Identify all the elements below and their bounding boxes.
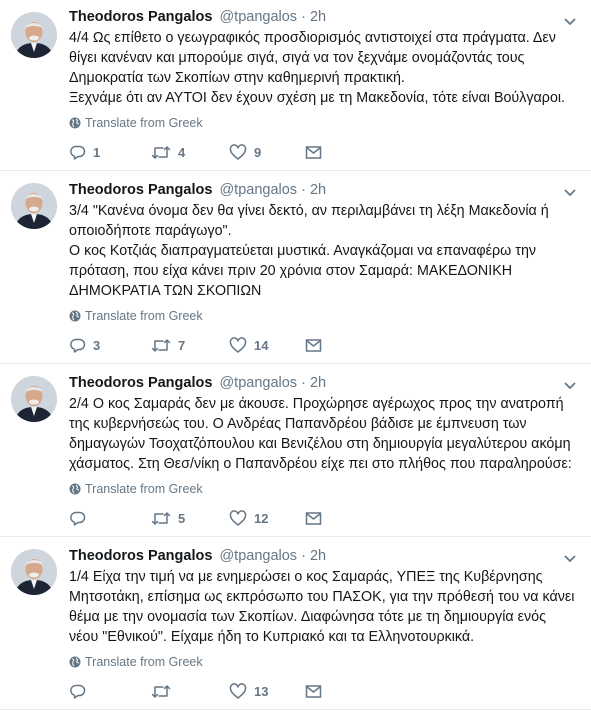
chevron-down-icon[interactable] xyxy=(563,551,577,561)
timestamp[interactable]: 2h xyxy=(309,9,327,25)
tweet-actions xyxy=(69,681,579,701)
author-handle[interactable]: @tpangalos xyxy=(219,375,298,391)
direct-message-button[interactable] xyxy=(305,337,322,354)
reply-count: 1 xyxy=(93,144,101,160)
author-name[interactable]: Theodoros Pangalos xyxy=(69,375,213,391)
author-name[interactable]: Theodoros Pangalos xyxy=(69,548,213,564)
chevron-down-icon[interactable] xyxy=(563,378,577,388)
tweet-text xyxy=(69,201,579,301)
direct-message-button[interactable] xyxy=(305,683,322,700)
separator-dot: · xyxy=(301,375,306,391)
like-icon xyxy=(229,683,247,700)
tweet[interactable] xyxy=(0,171,591,364)
translate-label: Translate from Greek xyxy=(85,309,203,323)
retweet-button[interactable] xyxy=(151,144,229,161)
direct-message-button[interactable] xyxy=(305,144,322,161)
translate-link[interactable] xyxy=(69,307,579,325)
tweet-header xyxy=(69,8,579,27)
tweet-actions xyxy=(69,142,579,162)
like-icon xyxy=(229,144,247,161)
message-icon xyxy=(305,337,322,354)
avatar[interactable] xyxy=(11,12,57,58)
reply-button[interactable] xyxy=(69,510,151,527)
globe-icon xyxy=(69,656,81,668)
translate-link[interactable] xyxy=(69,653,579,671)
tweet-header xyxy=(69,547,579,566)
tweet-text xyxy=(69,28,579,108)
tweet-paragraph: Ξεχνάμε ότι αν ΑΥΤΟΙ δεν έχουν σχέση με τη Μακεδονία, τότε είναι Βούλγαροι. xyxy=(69,90,566,106)
like-count: 13 xyxy=(254,683,269,699)
retweet-button[interactable] xyxy=(151,683,229,700)
author-handle[interactable]: @tpangalos xyxy=(219,548,298,564)
avatar[interactable] xyxy=(11,376,57,422)
retweet-button[interactable] xyxy=(151,510,229,527)
timestamp[interactable]: 2h xyxy=(309,548,327,564)
author-name[interactable]: Theodoros Pangalos xyxy=(69,9,213,25)
author-handle[interactable]: @tpangalos xyxy=(219,9,298,25)
message-icon xyxy=(305,683,322,700)
message-icon xyxy=(305,144,322,161)
tweet[interactable] xyxy=(0,537,591,710)
globe-icon xyxy=(69,117,81,129)
retweet-icon xyxy=(151,510,171,527)
tweet-paragraph: 4/4 Ως επίθετο ο γεωγραφικός προσδιορισμός αντιστοιχεί στα πράγματα. Δεν θίγει κανέναν και μπορούμε σιγά, σιγά να τον ξεχνάμε ονομάζοντάς τους Δημοκρατία των Σκοπίων στην καθημερινή πρακτική. xyxy=(69,30,556,86)
tweet-paragraph: 2/4 Ο κος Σαμαράς δεν με άκουσε. Προχώρησε αγέρωχος προς την ανατροπή της κυβερνήσεώς του. Ο Ανδρέας Παπανδρέου βάδισε με έμπνευση των δημαγωγών Τσοχατζόπουλου και Βενιζέλου στη δημιουργία μεγαλύτερου ακόμη χάσματος. Στη Θεσ/νίκη ο Παπανδρέου είχε πει στο πλήθος που παραληρούσε: xyxy=(69,396,572,472)
tweet[interactable] xyxy=(0,364,591,537)
retweet-count: 4 xyxy=(178,144,186,160)
retweet-count: 5 xyxy=(178,510,186,526)
reply-button[interactable] xyxy=(69,337,151,354)
tweet-paragraph: 3/4 "Κανένα όνομα δεν θα γίνει δεκτό, αν περιλαμβάνει τη λέξη Μακεδονία ή οποιοδήποτε παράγωγο". xyxy=(69,203,549,239)
avatar[interactable] xyxy=(11,183,57,229)
tweet-header xyxy=(69,374,579,393)
like-button[interactable] xyxy=(229,510,305,527)
reply-icon xyxy=(69,337,86,354)
retweet-count: 7 xyxy=(178,337,186,353)
reply-icon xyxy=(69,683,86,700)
like-button[interactable] xyxy=(229,144,305,161)
tweet-actions xyxy=(69,508,579,528)
author-name[interactable]: Theodoros Pangalos xyxy=(69,182,213,198)
globe-icon xyxy=(69,483,81,495)
globe-icon xyxy=(69,310,81,322)
tweet-text xyxy=(69,567,579,647)
reply-count: 3 xyxy=(93,337,101,353)
reply-icon xyxy=(69,144,86,161)
timestamp[interactable]: 2h xyxy=(309,375,327,391)
reply-button[interactable] xyxy=(69,144,151,161)
direct-message-button[interactable] xyxy=(305,510,322,527)
reply-button[interactable] xyxy=(69,683,151,700)
translate-link[interactable] xyxy=(69,480,579,498)
like-icon xyxy=(229,510,247,527)
timestamp[interactable]: 2h xyxy=(309,182,327,198)
translate-label: Translate from Greek xyxy=(85,482,203,496)
tweet-paragraph: 1/4 Είχα την τιμή να με ενημερώσει ο κος Σαμαράς, ΥΠΕΞ της Κυβέρνησης Μητσοτάκη, επίσημα ως εκπρόσωπο του ΠΑΣΟΚ, για την πρόθεσή του να κάνει θέμα με την ονομασία των Σκοπίων. Διαφώνησα τότε με τη δημιουργία ενός νέου "Εθνικού". Είχαμε ήδη το Κυπριακό και τα Ελληνοτουρκικά. xyxy=(69,569,575,645)
separator-dot: · xyxy=(301,548,306,564)
like-icon xyxy=(229,337,247,354)
tweet-actions xyxy=(69,335,579,355)
like-count: 14 xyxy=(254,337,269,353)
separator-dot: · xyxy=(301,9,306,25)
like-button[interactable] xyxy=(229,337,305,354)
message-icon xyxy=(305,510,322,527)
like-count: 12 xyxy=(254,510,269,526)
retweet-icon xyxy=(151,683,171,700)
retweet-icon xyxy=(151,144,171,161)
tweet-header xyxy=(69,181,579,200)
like-count: 9 xyxy=(254,144,262,160)
like-button[interactable] xyxy=(229,683,305,700)
author-handle[interactable]: @tpangalos xyxy=(219,182,298,198)
translate-label: Translate from Greek xyxy=(85,116,203,130)
translate-link[interactable] xyxy=(69,114,579,132)
retweet-button[interactable] xyxy=(151,337,229,354)
chevron-down-icon[interactable] xyxy=(563,14,577,24)
separator-dot: · xyxy=(301,182,306,198)
reply-icon xyxy=(69,510,86,527)
tweet-paragraph: Ο κος Κοτζιάς διαπραγματεύεται μυστικά. Αναγκάζομαι να επαναφέρω την πρόταση, που είχα κάνει πριν 20 χρόνια στον Σαμαρά: ΜΑΚΕΔΟΝΙΚΗ ΔΗΜΟΚΡΑΤΙΑ ΤΩΝ ΣΚΟΠΙΩΝ xyxy=(69,243,537,299)
translate-label: Translate from Greek xyxy=(85,655,203,669)
avatar[interactable] xyxy=(11,549,57,595)
tweet-text xyxy=(69,394,579,474)
retweet-icon xyxy=(151,337,171,354)
tweet[interactable] xyxy=(0,0,591,171)
chevron-down-icon[interactable] xyxy=(563,185,577,195)
